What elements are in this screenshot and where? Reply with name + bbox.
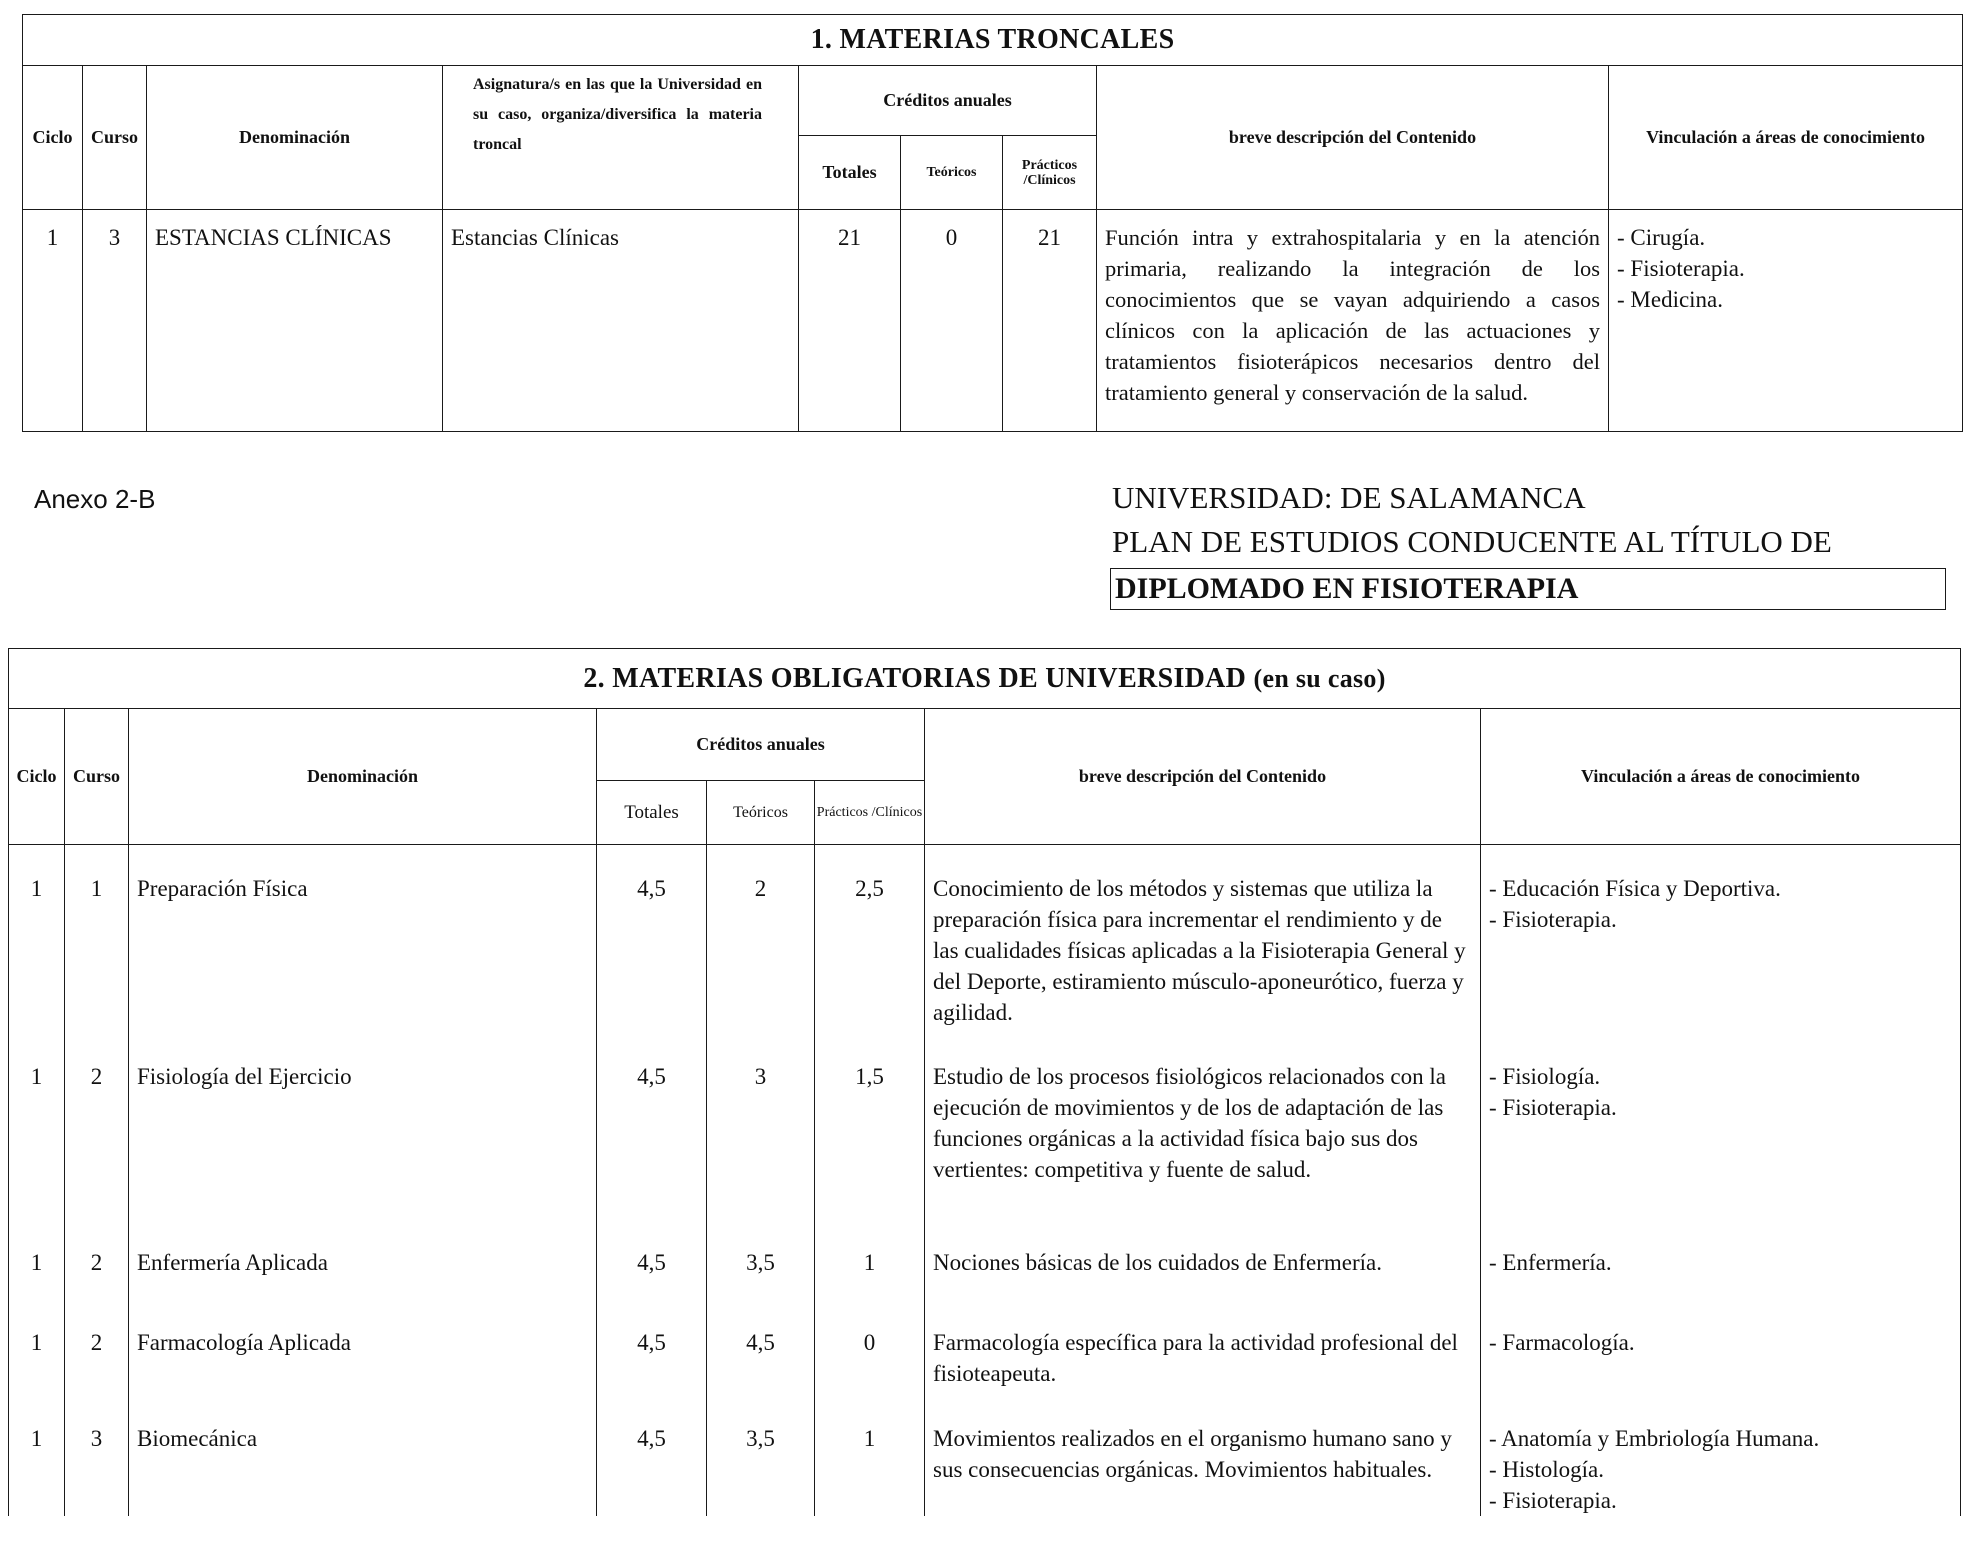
cell-areas (1481, 1313, 1961, 1409)
table-row (9, 1223, 1961, 1313)
cell-ciclo: 1 (23, 210, 83, 432)
header-vinculacion: Vinculación a áreas de conocimiento (1481, 709, 1961, 845)
university-name: UNIVERSIDAD: DE SALAMANCA (1112, 480, 1586, 515)
table2-title-suffix: (en su caso) (1253, 663, 1386, 693)
cell-curso: 2 (65, 1223, 129, 1313)
cell-curso: 3 (83, 210, 147, 432)
cell-areas (1481, 1409, 1961, 1516)
plan-title: PLAN DE ESTUDIOS CONDUCENTE AL TÍTULO DE (1112, 524, 1832, 559)
cell-denominacion: Preparación Física (129, 845, 597, 1033)
cell-descripcion: Conocimiento de los métodos y sistemas que utiliza la preparación física para incrementar el rendimiento y de las cualidades físicas aplicadas a la Fisioterapia General y del Deporte, estiramiento músculo-aponeurótico, fuerza y agilidad. (925, 845, 1481, 1033)
table1-title: 1. MATERIAS TRONCALES (23, 15, 1963, 66)
cell-denominacion: ESTANCIAS CLÍNICAS (147, 210, 443, 432)
table2-title (9, 649, 1961, 709)
header-curso: Curso (83, 66, 147, 210)
header-asignaturas: Asignatura/s en las que la Universidad en su caso, organiza/diversifica la materia troncal (443, 66, 799, 210)
area-item: - Educación Física y Deportiva. (1489, 876, 1781, 901)
header-practicos: Prácticos /Clínicos (815, 781, 925, 845)
area-item: - Farmacología. (1489, 1329, 1635, 1355)
table-row (9, 845, 1961, 1033)
cell-areas (1481, 1033, 1961, 1223)
header-creditos-anuales: Créditos anuales (597, 709, 925, 781)
area-item: - Histología. (1489, 1456, 1604, 1482)
area-item: - Fisioterapia. (1489, 1487, 1617, 1513)
cell-descripcion: Farmacología específica para la actividad profesional del fisioteapeuta. (925, 1313, 1481, 1409)
header-totales: Totales (597, 781, 707, 845)
cell-teoricos: 0 (901, 210, 1003, 432)
area-item: - Fisioterapia. (1489, 1094, 1617, 1120)
cell-descripcion: Movimientos realizados en el organismo humano sano y sus consecuencias orgánicas. Movimientos habituales. (925, 1409, 1481, 1516)
cell-totales: 4,5 (597, 1313, 707, 1409)
cell-ciclo: 1 (9, 1313, 65, 1409)
header-descripcion: breve descripción del Contenido (925, 709, 1481, 845)
cell-practicos: 1,5 (815, 1033, 925, 1223)
table-row (23, 210, 1963, 432)
table-row (9, 1409, 1961, 1516)
cell-areas (1481, 1223, 1961, 1313)
cell-curso: 2 (65, 1313, 129, 1409)
cell-practicos: 2,5 (815, 845, 925, 1033)
cell-totales: 4,5 (597, 1409, 707, 1516)
cell-descripcion: Nociones básicas de los cuidados de Enfermería. (925, 1223, 1481, 1313)
area-item: - Fisioterapia. (1617, 256, 1745, 281)
cell-totales: 21 (799, 210, 901, 432)
annex-label: Anexo 2-B (34, 484, 156, 514)
degree-title: DIPLOMADO EN FISIOTERAPIA (1110, 568, 1946, 610)
cell-totales: 4,5 (597, 1223, 707, 1313)
cell-teoricos: 3,5 (707, 1223, 815, 1313)
header-denominacion: Denominación (129, 709, 597, 845)
cell-teoricos: 3,5 (707, 1409, 815, 1516)
cell-curso: 2 (65, 1033, 129, 1223)
header-totales: Totales (799, 136, 901, 210)
area-item: - Enfermería. (1489, 1249, 1612, 1275)
cell-denominacion: Enfermería Aplicada (129, 1223, 597, 1313)
area-item: - Anatomía y Embriología Humana. (1489, 1425, 1820, 1451)
cell-teoricos: 2 (707, 845, 815, 1033)
cell-curso: 3 (65, 1409, 129, 1516)
area-item: - Fisiología. (1489, 1063, 1601, 1089)
cell-totales: 4,5 (597, 1033, 707, 1223)
cell-practicos: 0 (815, 1313, 925, 1409)
header-ciclo: Ciclo (9, 709, 65, 845)
header-teoricos: Teóricos (707, 781, 815, 845)
cell-practicos: 1 (815, 1223, 925, 1313)
table-row (9, 1033, 1961, 1223)
cell-asignatura: Estancias Clínicas (443, 210, 799, 432)
header-ciclo: Ciclo (23, 66, 83, 210)
header-descripcion: breve descripción del Contenido (1097, 66, 1609, 210)
university-block (1112, 476, 1832, 564)
header-teoricos: Teóricos (901, 136, 1003, 210)
cell-practicos: 1 (815, 1409, 925, 1516)
header-practicos: Prácticos /Clínicos (1003, 136, 1097, 210)
cell-ciclo: 1 (9, 845, 65, 1033)
cell-denominacion: Fisiología del Ejercicio (129, 1033, 597, 1223)
header-curso: Curso (65, 709, 129, 845)
header-vinculacion: Vinculación a áreas de conocimiento (1609, 66, 1963, 210)
cell-ciclo: 1 (9, 1223, 65, 1313)
cell-areas (1481, 845, 1961, 1033)
cell-practicos: 21 (1003, 210, 1097, 432)
area-item: - Medicina. (1617, 287, 1724, 312)
cell-ciclo: 1 (9, 1409, 65, 1516)
area-item: - Fisioterapia. (1489, 907, 1617, 932)
area-item: - Cirugía. (1617, 225, 1706, 250)
cell-ciclo: 1 (9, 1033, 65, 1223)
table2-title-main: 2. MATERIAS OBLIGATORIAS DE UNIVERSIDAD (583, 662, 1247, 694)
cell-descripcion: Función intra y extrahospitalaria y en la atención primaria, realizando la integración de los conocimientos que se vayan adquiriendo a casos clínicos con la aplicación de las actuaciones y tratamientos fisioterápicos necesarios dentro del tratamiento general y conservación de la salud. (1097, 210, 1609, 432)
header-creditos-anuales: Créditos anuales (799, 66, 1097, 136)
cell-totales: 4,5 (597, 845, 707, 1033)
table-materias-troncales (22, 14, 1963, 432)
cell-denominacion: Biomecánica (129, 1409, 597, 1516)
cell-teoricos: 3 (707, 1033, 815, 1223)
table-row (9, 1313, 1961, 1409)
cell-teoricos: 4,5 (707, 1313, 815, 1409)
cell-areas (1609, 210, 1963, 432)
cell-descripcion: Estudio de los procesos fisiológicos relacionados con la ejecución de movimientos y de los de adaptación de las funciones orgánicas a la actividad física bajo sus dos vertientes: competitiva y fuente de salud. (925, 1033, 1481, 1223)
header-denominacion: Denominación (147, 66, 443, 210)
cell-curso: 1 (65, 845, 129, 1033)
table-materias-obligatorias (8, 648, 1961, 1516)
cell-denominacion: Farmacología Aplicada (129, 1313, 597, 1409)
